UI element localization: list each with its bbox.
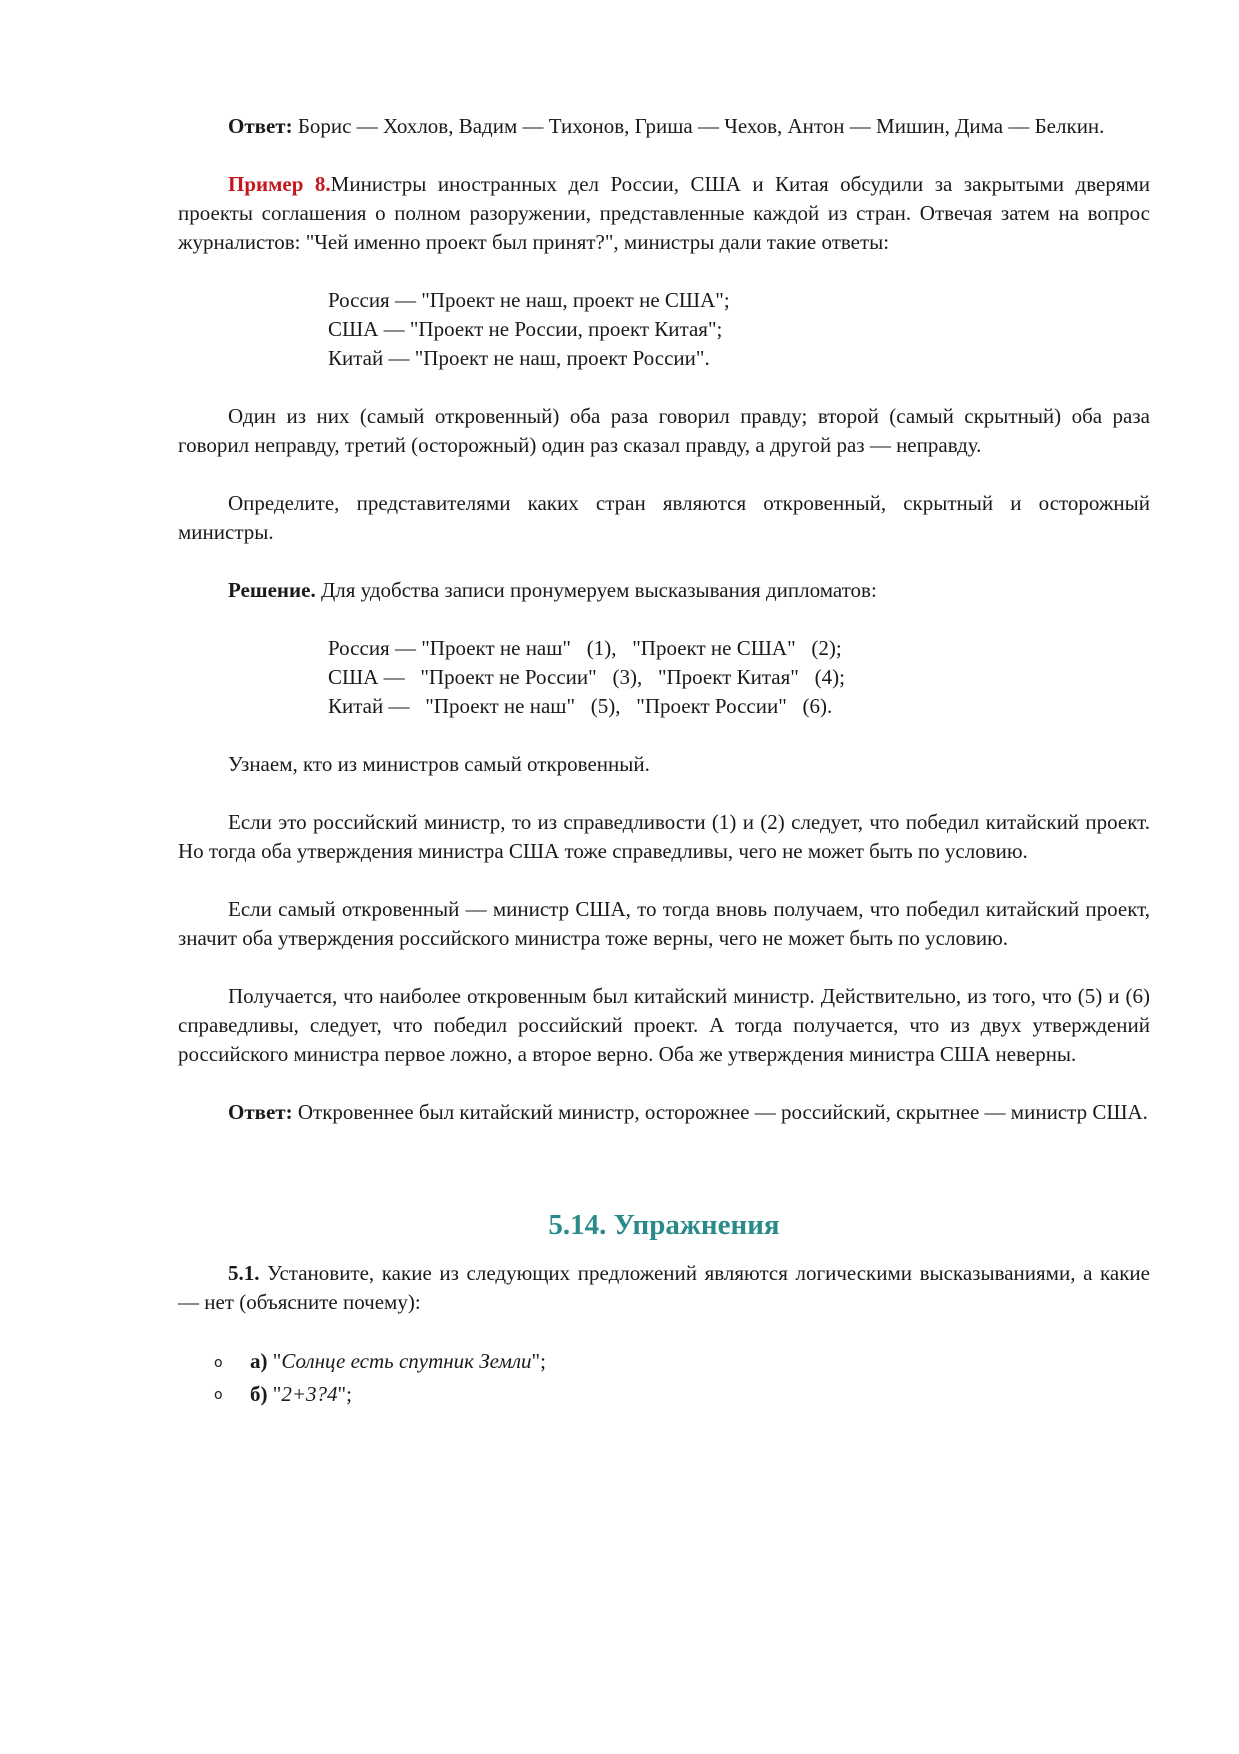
find-paragraph: Узнаем, кто из министров самый откровенный.: [228, 752, 650, 776]
answer-label: Ответ:: [228, 114, 293, 138]
list-item: o а) "Солнце есть спутник Земли";: [214, 1346, 1150, 1379]
numbered-line-usa: США — "Проект не России" (3), "Проект Китая" (4);: [328, 665, 845, 689]
item-text: Солнце есть спутник Земли: [281, 1349, 532, 1373]
exercise-list: [214, 1346, 1150, 1411]
solution-text: Для удобства записи пронумеруем высказывания дипломатов:: [315, 578, 877, 602]
answer-text: Борис — Хохлов, Вадим — Тихонов, Гриша — Чехов, Антон — Мишин, Дима — Белкин.: [292, 114, 1105, 138]
section-heading: 5.14. Упражнения: [548, 1209, 780, 1241]
item-text: 2+3?4: [281, 1381, 338, 1406]
numbered-line-russia: Россия — "Проект не наш" (1), "Проект не США" (2);: [328, 636, 842, 660]
answer-line-russia: Россия — "Проект не наш, проект не США";: [328, 288, 730, 312]
case2-paragraph: Если самый откровенный — министр США, то тогда вновь получаем, что победил китайский проект, значит оба утверждения российского министра тоже верны, чего не может быть по условию.: [178, 897, 1150, 950]
example-label: Пример 8.: [228, 172, 331, 196]
numbered-block: [328, 634, 1150, 721]
exercise-paragraph: [178, 1259, 1150, 1317]
task-paragraph: Определите, представителями каких стран являются откровенный, скрытный и осторожный министры.: [178, 491, 1150, 544]
final-answer-paragraph: [178, 1098, 1150, 1127]
case3-paragraph: Получается, что наиболее откровенным был китайский министр. Действительно, из того, что (5) и (6) справедливы, следует, что победил российский проект. А тогда получается, что из двух утверждений российского министра первое ложно, а второе верно. Оба же утверждения министра США неверны.: [178, 984, 1150, 1066]
answers-block: [328, 286, 1150, 373]
document-page: [178, 112, 1150, 1411]
item-label: а): [250, 1349, 268, 1373]
example-text: Министры иностранных дел России, США и Китая обсудили за закрытыми дверями проекты соглашения о полном разоружении, представленные каждой из стран. Отвечая затем на вопрос журналистов: "Чей именно проект был принят?", министры дали такие ответы:: [178, 172, 1151, 254]
answer-paragraph: [178, 112, 1150, 141]
list-item: o б) "2+3?4";: [214, 1379, 1150, 1412]
bullet-circle-icon: o: [214, 1354, 223, 1371]
exercise-label: 5.1.: [228, 1261, 260, 1285]
answer-line-china: Китай — "Проект не наш, проект России".: [328, 346, 710, 370]
exercise-text: Установите, какие из следующих предложений являются логическими высказываниями, а какие — нет (объясните почему):: [178, 1261, 1150, 1314]
bullet-circle-icon: o: [214, 1387, 223, 1404]
final-answer-label: Ответ:: [228, 1100, 293, 1124]
item-label: б): [250, 1381, 268, 1406]
answer-line-usa: США — "Проект не России, проект Китая";: [328, 317, 723, 341]
case1-paragraph: Если это российский министр, то из справедливости (1) и (2) следует, что победил китайский проект. Но тогда оба утверждения министра США тоже справедливы, чего не может быть по условию.: [178, 810, 1150, 863]
solution-label: Решение.: [228, 578, 316, 602]
example-paragraph: [178, 170, 1150, 257]
condition-paragraph: Один из них (самый откровенный) оба раза говорил правду; второй (самый скрытный) оба раза говорил неправду, третий (осторожный) один раз сказал правду, а другой раз — неправду.: [178, 404, 1150, 457]
solution-paragraph: [178, 576, 1150, 605]
numbered-line-china: Китай — "Проект не наш" (5), "Проект России" (6).: [328, 694, 833, 718]
final-answer-text: Откровеннее был китайский министр, осторожнее — российский, скрытнее — министр США.: [292, 1100, 1148, 1124]
